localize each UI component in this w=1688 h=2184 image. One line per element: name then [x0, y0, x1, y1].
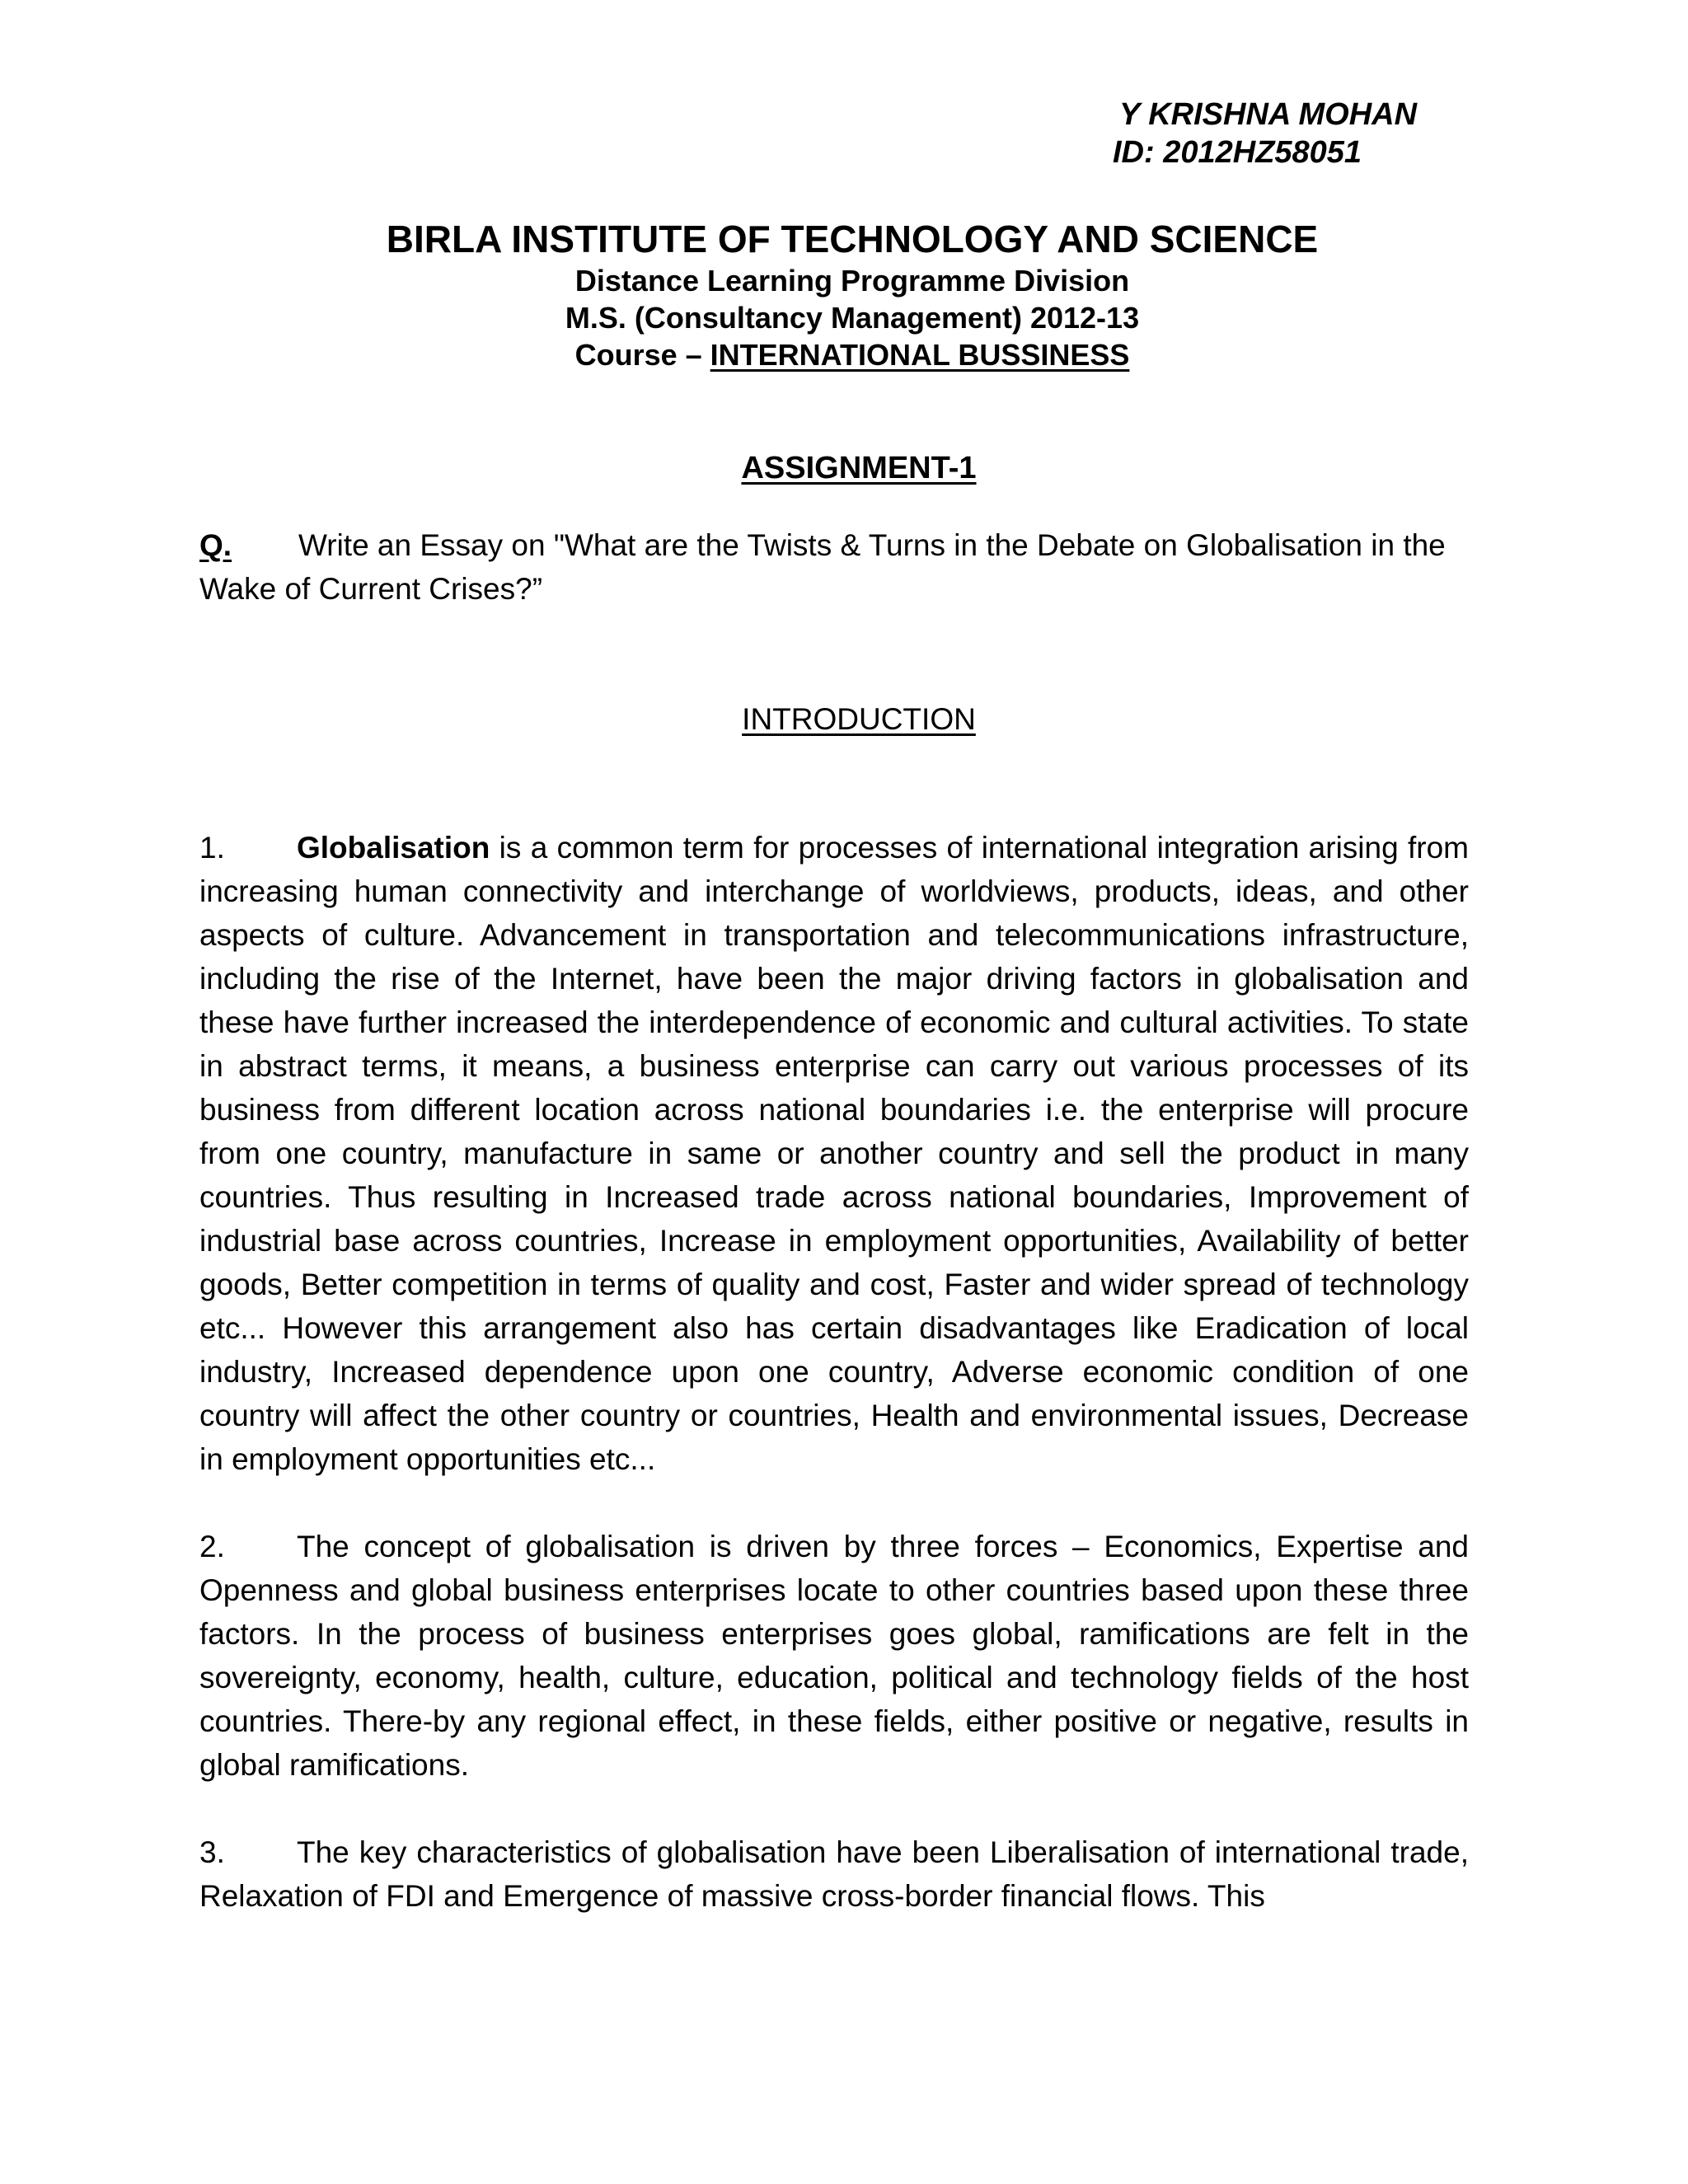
document-header [0, 216, 1688, 373]
institute-name: BIRLA INSTITUTE OF TECHNOLOGY AND SCIENCE [386, 218, 1319, 260]
programme-name: M.S. (Consultancy Management) 2012-13 [565, 301, 1140, 335]
paragraph-number: 1. [199, 831, 225, 865]
paragraph-number: 2. [199, 1530, 225, 1563]
author-name: Y KRISHNA MOHAN [1119, 97, 1418, 132]
question-label: Q. [199, 528, 232, 562]
question-text: Write an Essay on "What are the Twists & Turns in the Debate on Globalisation in the Wake of Current Crises?” [199, 528, 1446, 606]
paragraph-text: The concept of globalisation is driven by three forces – Economics, Expertise and Openness and global business enterprises locate to other countries based upon these three factors. In the process of business enterprises goes global, ramifications are felt in the sovereignty, economy, health, culture, education, political and technology fields of the host countries. There-by any regional effect, in these fields, either positive or negative, results in global ramifications. [199, 1530, 1469, 1782]
section-heading [15, 701, 1688, 738]
paragraph-text: The key characteristics of globalisation have been Liberalisation of international trade, Relaxation of FDI and Emergence of massive cross-border financial flows. This [199, 1835, 1469, 1913]
course-line [16, 336, 1688, 373]
assignment-title-text: ASSIGNMENT-1 [741, 451, 977, 485]
course-name: INTERNATIONAL BUSSINESS [710, 338, 1130, 372]
paragraph-text: is a common term for processes of international integration arising from increasing human connectivity and interchange of worldviews, products, ideas, and other aspects of culture. Advancement in transportation and telecommunications infrastructure, including the rise of the Internet, have been the major driving factors in globalisation and these have further increased the interdependence of economic and cultural activities. To state in abstract terms, it means, a business enterprise can carry out various processes of its business from different location across national boundaries i.e. the enterprise will procure from one country, manufacture in same or another country and sell the product in many countries. Thus resulting in Increased trade across national boundaries, Improvement of industrial base across countries, Increase in employment opportunities, Availability of better goods, Better competition in terms of quality and cost, Faster and wider spread of technology etc... However this arrangement also has certain disadvantages like Eradication of local industry, Increased dependence upon one country, Adverse economic condition of one country will affect the other country or countries, Health and environmental issues, Decrease in employment opportunities etc... [199, 831, 1469, 1476]
paragraph-lead: Globalisation [297, 831, 490, 865]
author-id: ID: 2012HZ58051 [1113, 135, 1362, 170]
question-block [199, 523, 1469, 611]
paragraph-1 [199, 826, 1469, 1481]
course-prefix: Course – [574, 338, 710, 372]
division-name: Distance Learning Programme Division [574, 264, 1130, 298]
body-text [199, 826, 1469, 1961]
paragraph-3 [199, 1830, 1469, 1918]
section-heading-text: INTRODUCTION [742, 702, 976, 736]
paragraph-number: 3. [199, 1835, 225, 1869]
paragraph-2 [199, 1525, 1469, 1787]
assignment-title [15, 449, 1688, 487]
author-block [1113, 96, 1417, 171]
